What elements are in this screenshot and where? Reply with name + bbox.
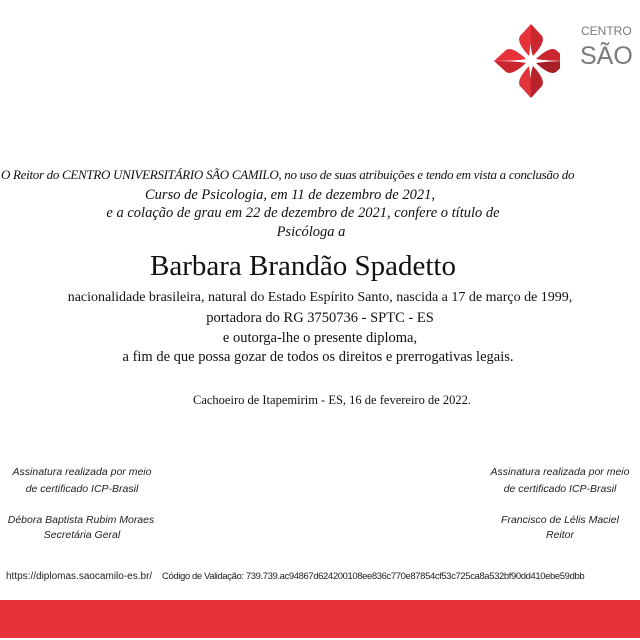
logo-text-centro: CENTRO	[581, 24, 632, 38]
signature-left-role: Secretária Geral	[43, 529, 121, 541]
signature-right-note-2: de certificado ICP-Brasil	[503, 483, 617, 495]
body-line-6: portadora do RG 3750736 - SPTC - ES	[206, 310, 434, 326]
body-line-5: nacionalidade brasileira, natural do Estado Espírito Santo, nascida a 17 de março de 1999,	[67, 290, 573, 305]
body-line-3: e a colação de grau em 22 de dezembro de 2021, confere o título de	[106, 205, 500, 221]
validation-code: Código de Validação: 739.739.ac94867d624200108ee836c770e87854cf53c725ca8a532bf90dd410ebe59dbb	[162, 571, 585, 582]
signature-left-name: Débora Baptista Rubim Moraes	[7, 514, 155, 526]
logo-star-icon	[490, 20, 560, 102]
signature-left-note-2: de certificado ICP-Brasil	[25, 483, 139, 495]
signature-left-note-1: Assinatura realizada por meio	[12, 466, 152, 478]
footer-red-bar	[0, 600, 640, 638]
logo-text-sao: SÃO	[580, 42, 633, 70]
signature-right-name: Francisco de Lélis Maciel	[501, 514, 619, 526]
signature-right-role: Reitor	[545, 529, 575, 541]
body-line-8: a fim de que possa gozar de todos os direitos e prerrogativas legais.	[122, 349, 514, 365]
signature-right-note-1: Assinatura realizada por meio	[490, 466, 630, 478]
body-line-4: Psicóloga a	[276, 224, 346, 240]
body-line-7: e outorga-lhe o presente diploma,	[222, 330, 418, 346]
body-line-1: O Reitor do CENTRO UNIVERSITÁRIO SÃO CAMILO, no uso de suas atribuições e tendo em vista a conclusão do	[1, 167, 575, 182]
sao-camilo-logo	[490, 20, 560, 107]
graduate-name: Barbara Brandão Spadetto	[149, 250, 457, 282]
diploma-url-link[interactable]: https://diplomas.saocamilo-es.br/	[6, 571, 153, 582]
body-line-2: Curso de Psicologia, em 11 de dezembro de 2021,	[145, 187, 435, 203]
issue-date: Cachoeiro de Itapemirim - ES, 16 de fevereiro de 2022.	[192, 393, 472, 407]
